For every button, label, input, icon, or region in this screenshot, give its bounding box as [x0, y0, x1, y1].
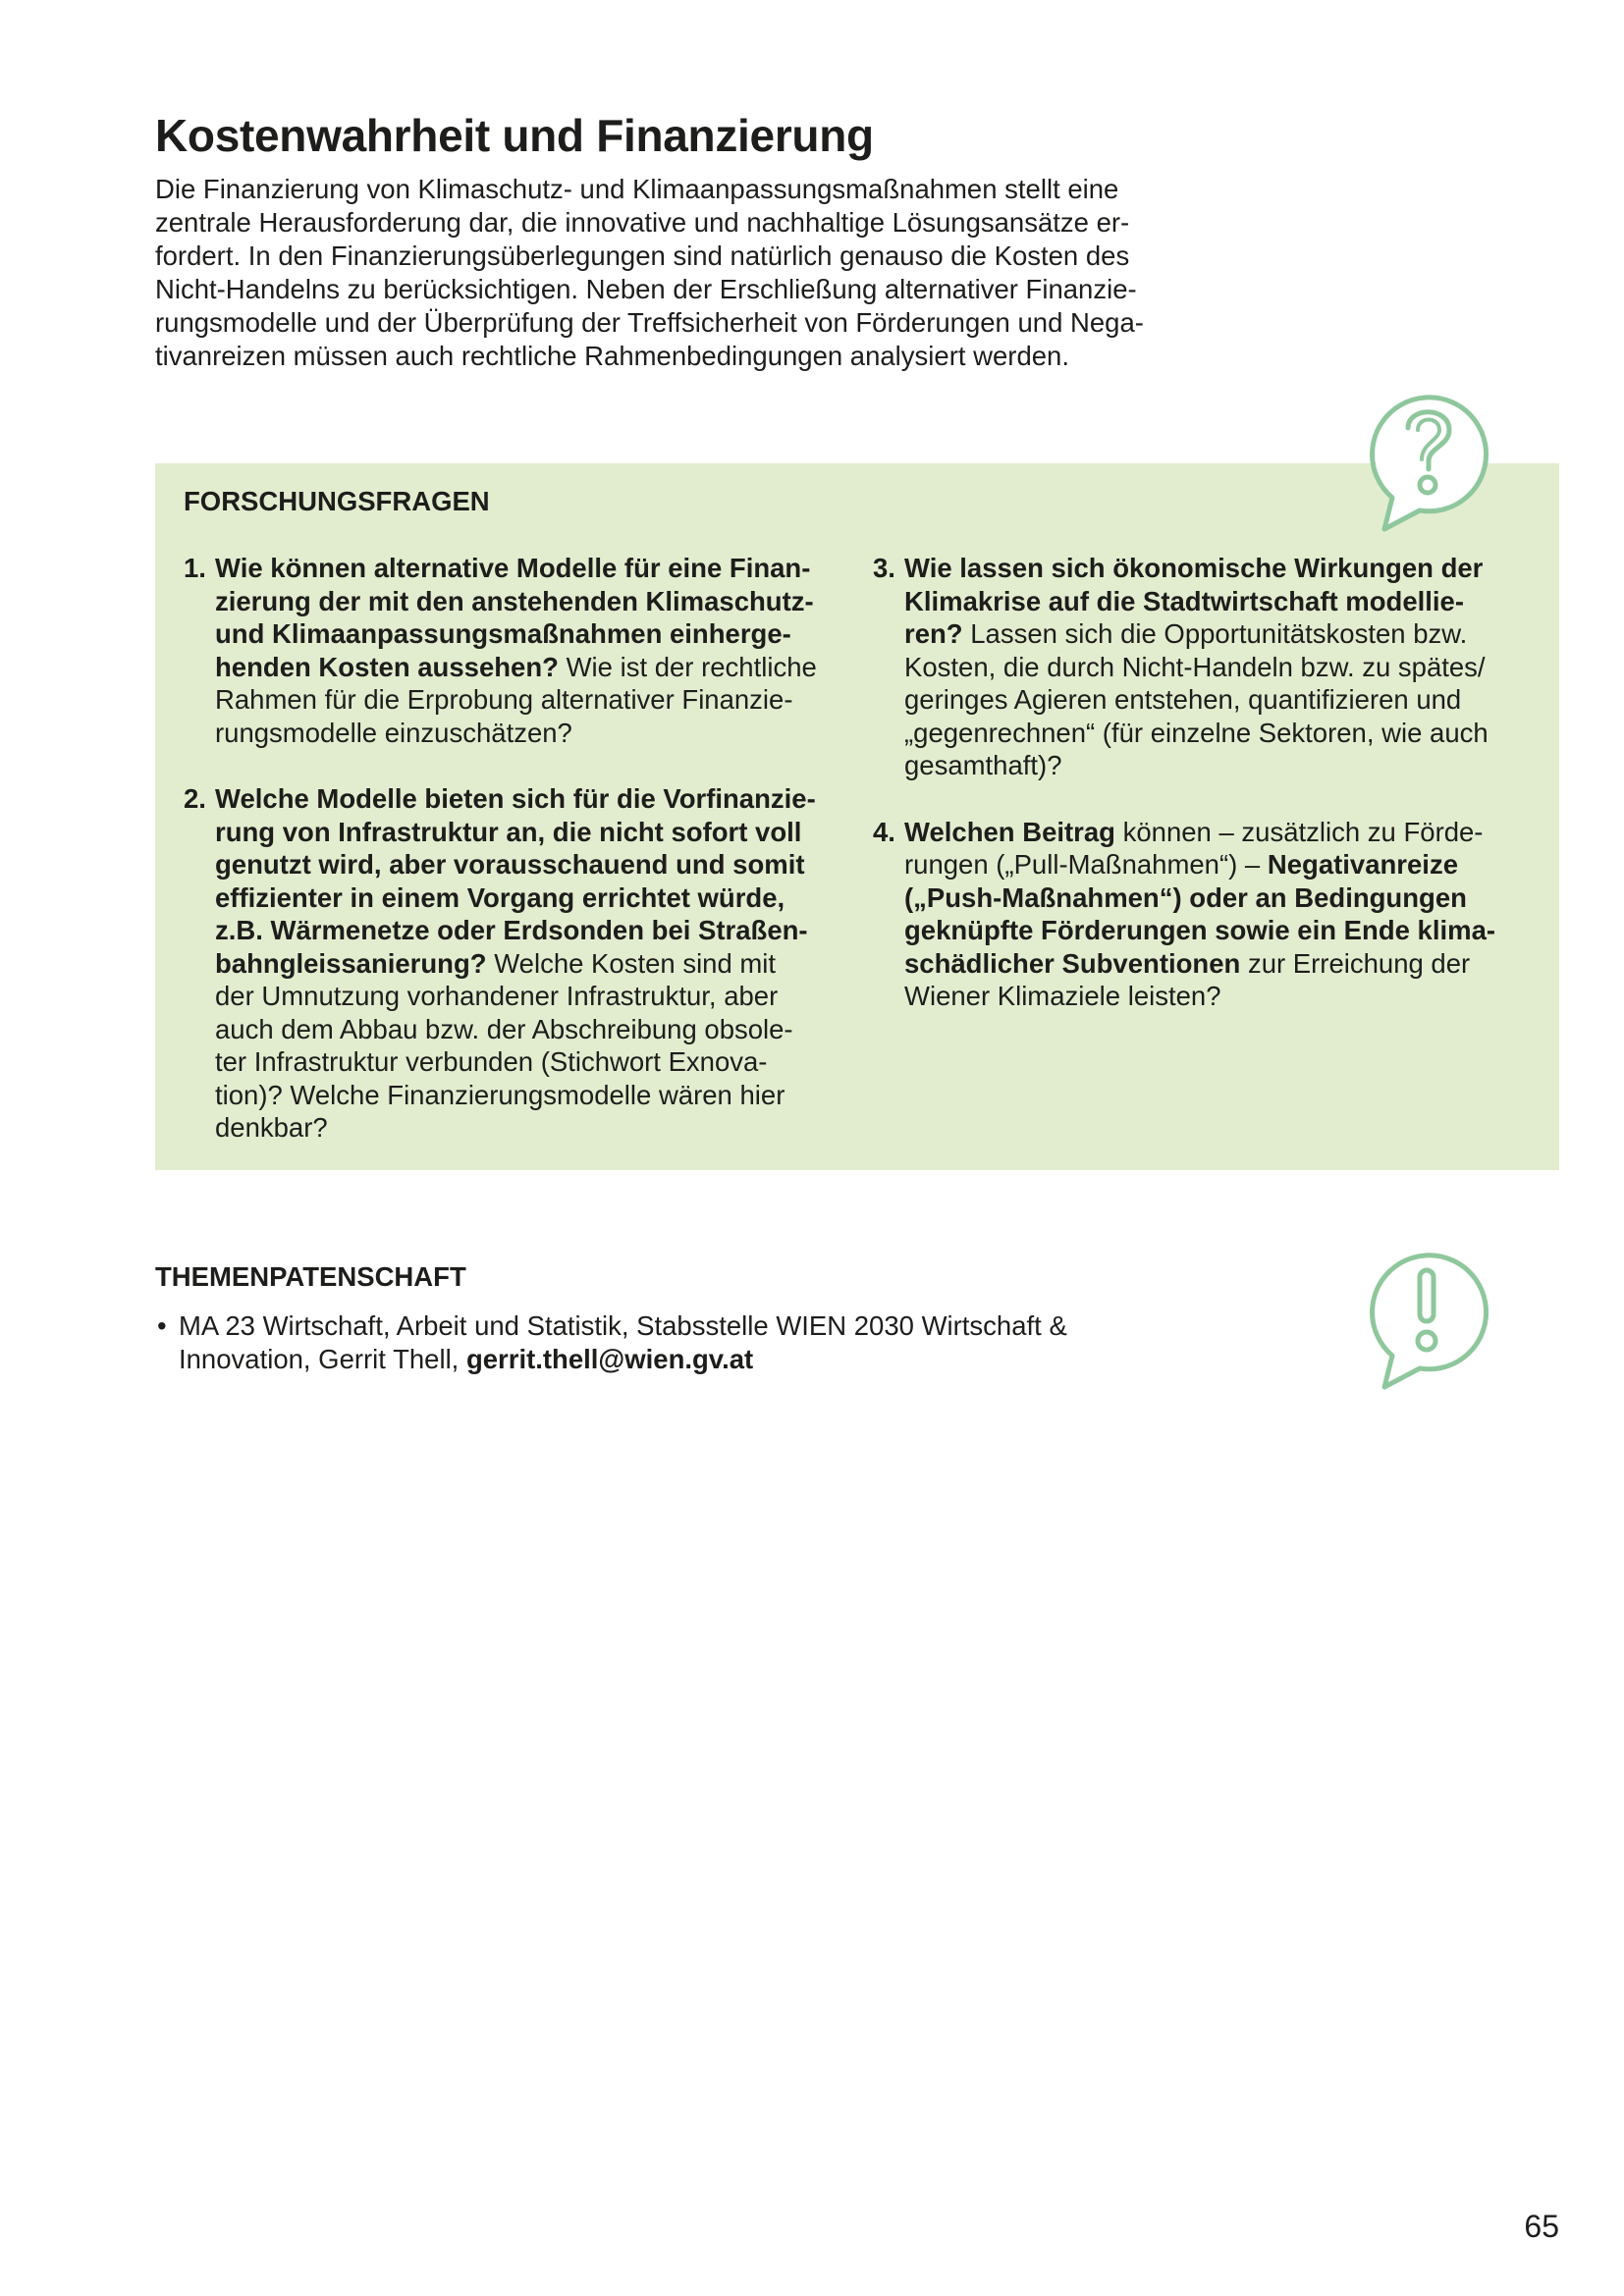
intro-paragraph — [155, 173, 1216, 373]
question-line: Negativanreize — [1267, 849, 1458, 880]
intro-line: Die Finanzierung von Klimaschutz- und Klimaanpassungsmaßnahmen stellt eine — [155, 174, 1119, 204]
question-line: effizienter in einem Vorgang errichtet würde, — [215, 881, 785, 913]
question-line: denkbar? — [215, 1112, 328, 1143]
question-line: ter Infrastruktur verbunden (Stichwort Exnova- — [215, 1046, 768, 1077]
question-line: Wie lassen sich ökonomische Wirkungen der — [904, 553, 1484, 583]
question-line: Wiener Klimaziele leisten? — [904, 981, 1221, 1011]
research-question-4 — [873, 816, 1550, 1013]
question-line: auch dem Abbau bzw. der Abschreibung obsole- — [215, 1013, 793, 1044]
question-line: rung von Infrastruktur an, die nicht sofort voll — [215, 816, 802, 847]
patronage-line: MA 23 Wirtschaft, Arbeit und Statistik, Stabsstelle WIEN 2030 Wirtschaft & — [179, 1310, 1067, 1341]
intro-line: rungsmodelle und der Überprüfung der Treffsicherheit von Förderungen und Nega- — [155, 307, 1144, 338]
question-line: rungen („Pull-Maßnahmen“) – — [904, 849, 1268, 880]
exclamation-speech-bubble-icon — [1363, 1253, 1490, 1392]
research-column-right — [873, 552, 1550, 1046]
bullet: • — [157, 1310, 167, 1341]
question-line: schädlicher Subventionen — [904, 947, 1241, 979]
intro-line: Nicht-Handelns zu berücksichtigen. Neben der Erschließung alternativer Finanzie- — [155, 274, 1137, 304]
list-item — [155, 1309, 1235, 1376]
question-line: Wie ist der rechtliche — [558, 651, 817, 682]
question-line: rungsmodelle einzuschätzen? — [215, 717, 572, 748]
question-line: Kosten, die durch Nicht-Handeln bzw. zu spätes/ — [904, 651, 1486, 682]
intro-line: zentrale Herausforderung dar, die innovative und nachhaltige Lösungsansätze er- — [155, 207, 1130, 238]
question-number: 4. — [873, 816, 895, 847]
question-line: Wie können alternative Modelle für eine Finan- — [215, 553, 811, 583]
question-line: zur Erreichung der — [1240, 947, 1471, 979]
research-column-left — [184, 552, 832, 1178]
question-line: z.B. Wärmenetze oder Erdsonden bei Straßen- — [215, 915, 808, 945]
question-line: gesamthaft)? — [904, 750, 1062, 780]
research-questions-box — [155, 463, 1559, 1170]
question-line: Rahmen für die Erprobung alternativer Finanzie- — [215, 684, 793, 715]
question-line: Klimakrise auf die Stadtwirtschaft modellie- — [904, 585, 1465, 616]
question-number: 1. — [184, 553, 206, 583]
research-heading: FORSCHUNGSFRAGEN — [184, 486, 490, 516]
intro-line: fordert. In den Finanzierungsüberlegungen sind natürlich genauso die Kosten des — [155, 240, 1130, 271]
question-line: tion)? Welche Finanzierungsmodelle wären hier — [215, 1079, 785, 1110]
question-line: können – zusätzlich zu Förde- — [1114, 816, 1484, 847]
intro-line: tivanreizen müssen auch rechtliche Rahmenbedingungen analysiert werden. — [155, 341, 1069, 371]
patronage-heading: THEMENPATENSCHAFT — [155, 1261, 466, 1292]
patronage-list — [155, 1309, 1235, 1376]
page-title: Kostenwahrheit und Finanzierung — [155, 110, 874, 161]
question-line: Welchen Beitrag — [904, 816, 1115, 847]
email-link[interactable]: gerrit.thell@wien.gv.at — [465, 1344, 754, 1374]
question-number: 2. — [184, 783, 206, 814]
question-speech-bubble-icon — [1363, 395, 1490, 534]
research-question-1 — [184, 552, 832, 749]
question-line: („Push-Maßnahmen“) oder an Bedingungen — [904, 881, 1467, 913]
question-number: 3. — [873, 553, 895, 583]
question-line: bahngleissanierung? — [215, 947, 487, 979]
question-line: „gegenrechnen“ (für einzelne Sektoren, wie auch — [904, 717, 1489, 748]
question-line: Welche Kosten sind mit — [486, 947, 777, 979]
question-line: Lassen sich die Opportunitätskosten bzw. — [962, 618, 1468, 649]
question-line: genutzt wird, aber vorausschauend und somit — [215, 849, 805, 880]
question-line: Welche Modelle bieten sich für die Vorfinanzie- — [215, 783, 816, 814]
research-question-3 — [873, 552, 1550, 782]
question-line: geringes Agieren entstehen, quantifizieren und — [904, 684, 1462, 715]
page-number: 65 — [1524, 2209, 1559, 2244]
question-line: geknüpfte Förderungen sowie ein Ende klima- — [904, 915, 1496, 945]
question-line: der Umnutzung vorhandener Infrastruktur, aber — [215, 981, 779, 1011]
question-line: henden Kosten aussehen? — [215, 651, 559, 682]
research-question-2 — [184, 782, 832, 1145]
patronage-line: Innovation, Gerrit Thell, — [179, 1344, 466, 1374]
question-line: zierung der mit den anstehenden Klimaschutz- — [215, 585, 814, 616]
question-line: ren? — [904, 618, 963, 649]
question-line: und Klimaanpassungsmaßnahmen einherge- — [215, 618, 791, 649]
